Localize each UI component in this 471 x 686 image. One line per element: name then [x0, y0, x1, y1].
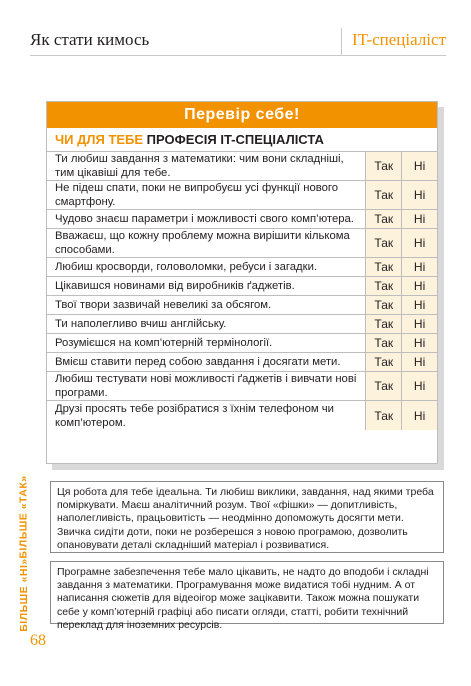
more-yes-label — [16, 475, 32, 559]
answer-no: Ні — [401, 277, 437, 295]
quiz-subtitle — [47, 128, 437, 152]
question-text: Твої твори зазвичай невеликі за обсягом. — [55, 299, 272, 311]
question-text: Друзі просять тебе розібратися з їхнім телефоном чи комп’ютером. — [55, 402, 334, 429]
question-text: Любиш тестувати нові можливості ґаджетів і вивчати нові програми. — [55, 373, 357, 399]
answer-yes: Так — [365, 210, 401, 228]
header-divider — [341, 28, 342, 56]
question-text: Вмієш ставити перед собою завдання і досягати мети. — [55, 356, 341, 368]
question-row — [47, 258, 437, 277]
section-title: IT-спеціаліст — [351, 30, 446, 49]
answer-no: Ні — [401, 210, 437, 228]
question-row — [47, 401, 437, 430]
question-text: Ти любиш завдання з математики: чим вони складніші, тим цікавіші для тебе. — [55, 153, 344, 179]
book-title: Як стати кимось — [30, 30, 150, 49]
answer-no: Ні — [401, 315, 437, 333]
answer-no: Ні — [401, 372, 437, 400]
question-row — [47, 296, 437, 315]
question-row — [47, 152, 437, 181]
question-text: Розумієшся на комп’ютерній термінології. — [55, 337, 273, 349]
question-row — [47, 229, 437, 258]
question-row — [47, 353, 437, 372]
quiz-subtitle-rest: ПРОФЕСІЯ IT-СПЕЦІАЛІСТА — [143, 132, 324, 147]
answer-yes: Так — [365, 401, 401, 430]
quiz-box — [46, 101, 438, 464]
question-text: Вважаєш, що кожну проблему можна вирішити кількома способами. — [55, 230, 350, 256]
question-row — [47, 277, 437, 296]
page-header — [30, 28, 446, 56]
more-yes-label-text: БІЛЬШЕ «ТАК» — [18, 475, 30, 559]
answer-no: Ні — [401, 181, 437, 209]
answer-yes: Так — [365, 277, 401, 295]
answer-no: Ні — [401, 401, 437, 430]
answer-no: Ні — [401, 258, 437, 276]
answer-yes: Так — [365, 229, 401, 257]
question-row — [47, 372, 437, 401]
question-row — [47, 315, 437, 334]
answer-no: Ні — [401, 152, 437, 180]
more-no-label-text: БІЛЬШЕ «НІ» — [18, 558, 30, 632]
question-text: Чудово знаєш параметри і можливості свого комп’ютера. — [55, 213, 354, 225]
result-more-yes: Ця робота для тебе ідеальна. Ти любиш виклики, завдання, над якими треба поміркувати. Маєш аналітичний розум. Твої «фішки» — допитливість, наполегливість, працьовитість — неодмінно допоможуть досягти мети. Звичка сидіти доти, поки не розберешся з новою програмою, дозволить опановувати деталі складніший матеріал і розвиватися. — [50, 481, 444, 553]
more-no-label — [16, 558, 32, 632]
answer-no: Ні — [401, 296, 437, 314]
answer-yes: Так — [365, 372, 401, 400]
question-text: Цікавишся новинами від виробників ґаджетів. — [55, 280, 295, 292]
question-text: Любиш кросворди, головоломки, ребуси і загадки. — [55, 261, 318, 273]
quiz-banner: Перевір себе! — [47, 102, 437, 128]
answer-yes: Так — [365, 296, 401, 314]
answer-no: Ні — [401, 353, 437, 371]
question-row — [47, 181, 437, 210]
page-number: 68 — [30, 632, 46, 649]
answer-yes: Так — [365, 353, 401, 371]
answer-yes: Так — [365, 152, 401, 180]
question-text: Ти наполегливо вчиш англійську. — [55, 318, 227, 330]
quiz-subtitle-accent: ЧИ ДЛЯ ТЕБЕ — [55, 132, 144, 147]
answer-no: Ні — [401, 334, 437, 352]
answer-yes: Так — [365, 181, 401, 209]
answer-no: Ні — [401, 229, 437, 257]
result-more-no: Програмне забезпечення тебе мало цікавить, не надто до вподоби і складні завдання з математики. Програмування може видатися тобі нудним. А от написання сюжетів для відеоігор може зацікавити. Також можна пошукати себе у комп’ютерній графіці або писати огляди, статті, робити технічний переклад для іноземних ресурсів. — [50, 561, 444, 624]
question-text: Не підеш спати, поки не випробуєш усі функції нового смартфону. — [55, 182, 339, 208]
question-row — [47, 210, 437, 229]
answer-yes: Так — [365, 315, 401, 333]
answer-yes: Так — [365, 258, 401, 276]
question-row — [47, 334, 437, 353]
answer-yes: Так — [365, 334, 401, 352]
